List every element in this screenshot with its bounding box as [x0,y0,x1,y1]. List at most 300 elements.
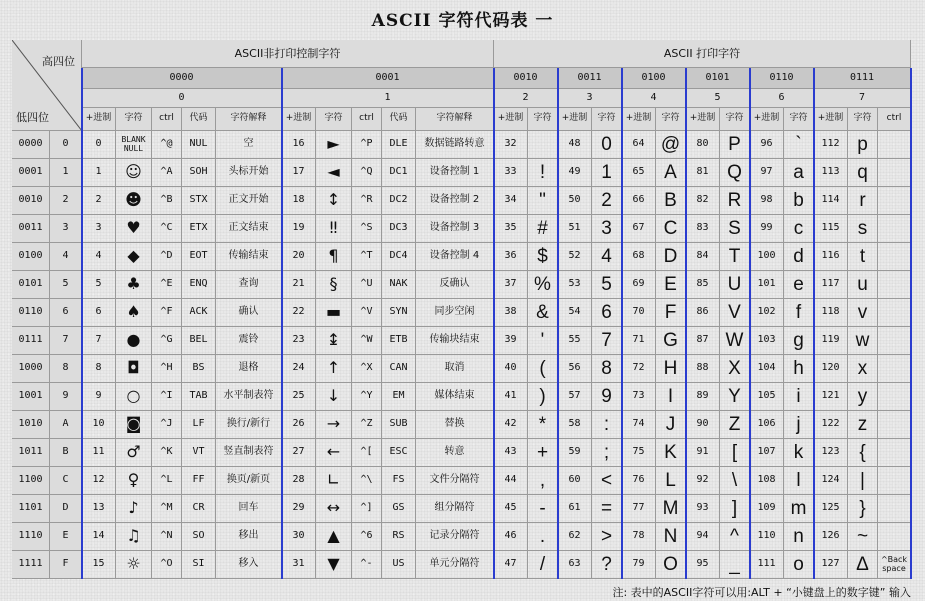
printable-char-cell: * [528,411,558,439]
high-hex-header: 7 [814,89,911,108]
high-bin-header: 0101 [686,68,750,89]
printable-dec-cell: 91 [686,439,720,467]
printable-dec-cell: 49 [558,159,592,187]
printable-dec-cell: 62 [558,523,592,551]
low-bin-header: 0010 [12,187,50,215]
col0-ctrl-cell: ^B [152,187,182,215]
printable-char-cell: 7 [592,327,622,355]
printable-char-cell: / [528,551,558,579]
printable-dec-cell: 100 [750,243,784,271]
printable-dec-cell: 98 [750,187,784,215]
col1-char-cell: ↔ [316,495,352,523]
printable-dec-cell: 82 [686,187,720,215]
printable-dec-cell: 41 [494,383,528,411]
printable-char-cell: E [656,271,686,299]
printable-char-cell: ` [784,131,814,159]
printable-dec-cell: 71 [622,327,656,355]
printable-char-cell: i [784,383,814,411]
printable-char-cell: 4 [592,243,622,271]
column-separator [557,68,559,579]
col0-code-cell: BEL [182,327,216,355]
printable-char-cell: $ [528,243,558,271]
last-ctrl-cell [878,383,911,411]
col0-desc-cell: 移入 [216,551,282,579]
last-ctrl-cell [878,215,911,243]
printable-char-cell: D [656,243,686,271]
sub-label-char: 字符 [116,108,152,131]
col0-code-cell: STX [182,187,216,215]
printable-dec-cell: 94 [686,523,720,551]
low-hex-header: 0 [50,131,82,159]
printable-dec-cell: 50 [558,187,592,215]
col0-ctrl-cell: ^C [152,215,182,243]
col0-desc-cell: 空 [216,131,282,159]
col1-ctrl-cell: ^X [352,355,382,383]
printable-char-cell: 9 [592,383,622,411]
printable-char-cell: M [656,495,686,523]
printable-char-cell: 2 [592,187,622,215]
printable-dec-cell: 112 [814,131,848,159]
printable-dec-cell: 52 [558,243,592,271]
low-bin-header: 0111 [12,327,50,355]
printable-dec-cell: 79 [622,551,656,579]
printable-dec-cell: 109 [750,495,784,523]
printable-char-cell: k [784,439,814,467]
low-hex-header: 7 [50,327,82,355]
col1-dec-cell: 29 [282,495,316,523]
printable-dec-cell: 42 [494,411,528,439]
col1-ctrl-cell: ^V [352,299,382,327]
col1-desc-cell: 单元分隔符 [416,551,494,579]
printable-char-cell: \ [720,467,750,495]
printable-dec-cell: 33 [494,159,528,187]
col1-char-cell: ▬ [316,299,352,327]
sub-label-dec: +进制 [494,108,528,131]
group-header-printable: ASCII 打印字符 [494,40,911,68]
printable-dec-cell: 85 [686,271,720,299]
printable-dec-cell: 39 [494,327,528,355]
col0-char-cell: ◆ [116,243,152,271]
printable-char-cell: [ [720,439,750,467]
col0-dec-cell: 10 [82,411,116,439]
col0-code-cell: ETX [182,215,216,243]
col0-char-cell: ♫ [116,523,152,551]
col1-ctrl-cell: ^Q [352,159,382,187]
printable-dec-cell: 96 [750,131,784,159]
low-hex-header: A [50,411,82,439]
col0-ctrl-cell: ^H [152,355,182,383]
col1-char-cell: § [316,271,352,299]
sub-label-ctrl: ctrl [152,108,182,131]
col1-code-cell: RS [382,523,416,551]
col0-code-cell: SOH [182,159,216,187]
printable-char-cell: 1 [592,159,622,187]
col0-dec-cell: 8 [82,355,116,383]
printable-dec-cell: 60 [558,467,592,495]
col0-desc-cell: 移出 [216,523,282,551]
printable-dec-cell: 110 [750,523,784,551]
low-bin-header: 0100 [12,243,50,271]
printable-dec-cell: 119 [814,327,848,355]
printable-char-cell: n [784,523,814,551]
col0-ctrl-cell: ^J [152,411,182,439]
col0-dec-cell: 12 [82,467,116,495]
printable-char-cell: = [592,495,622,523]
printable-char-cell: ^ [720,523,750,551]
col1-desc-cell: 替换 [416,411,494,439]
printable-dec-cell: 108 [750,467,784,495]
group-header-control: ASCII非打印控制字符 [82,40,494,68]
printable-dec-cell: 51 [558,215,592,243]
printable-dec-cell: 115 [814,215,848,243]
printable-char-cell: C [656,215,686,243]
high-bin-header: 0010 [494,68,558,89]
printable-dec-cell: 118 [814,299,848,327]
last-ctrl-cell [878,495,911,523]
col1-desc-cell: 设备控制 4 [416,243,494,271]
col1-dec-cell: 16 [282,131,316,159]
col0-code-cell: ENQ [182,271,216,299]
sub-label-char: 字符 [316,108,352,131]
printable-dec-cell: 68 [622,243,656,271]
printable-dec-cell: 87 [686,327,720,355]
sub-label-char: 字符 [848,108,878,131]
last-ctrl-cell [878,299,911,327]
sub-label-code: 代码 [182,108,216,131]
printable-dec-cell: 54 [558,299,592,327]
corner-cell [12,40,82,131]
sub-label-dec: +进制 [282,108,316,131]
low-hex-header: 8 [50,355,82,383]
high-bin-header: 0110 [750,68,814,89]
printable-char-cell: A [656,159,686,187]
printable-char-cell: F [656,299,686,327]
low-bin-header: 1100 [12,467,50,495]
low-bin-header: 1010 [12,411,50,439]
col1-char-cell: ← [316,439,352,467]
printable-dec-cell: 127 [814,551,848,579]
printable-char-cell: 3 [592,215,622,243]
printable-char-cell: ( [528,355,558,383]
printable-char-cell: % [528,271,558,299]
col1-desc-cell: 组分隔符 [416,495,494,523]
col1-code-cell: ETB [382,327,416,355]
column-separator [493,68,495,579]
printable-char-cell: @ [656,131,686,159]
col0-ctrl-cell: ^K [152,439,182,467]
col1-desc-cell: 设备控制 2 [416,187,494,215]
printable-char-cell: B [656,187,686,215]
col1-ctrl-cell: ^U [352,271,382,299]
col1-char-cell: ↑ [316,355,352,383]
printable-dec-cell: 64 [622,131,656,159]
printable-dec-cell: 46 [494,523,528,551]
col1-code-cell: NAK [382,271,416,299]
printable-char-cell: 5 [592,271,622,299]
col0-code-cell: ACK [182,299,216,327]
col1-dec-cell: 17 [282,159,316,187]
col1-char-cell: ∟ [316,467,352,495]
col1-dec-cell: 31 [282,551,316,579]
printable-dec-cell: 61 [558,495,592,523]
printable-dec-cell: 83 [686,215,720,243]
printable-dec-cell: 121 [814,383,848,411]
sub-label-char: 字符 [528,108,558,131]
col1-dec-cell: 30 [282,523,316,551]
col0-code-cell: LF [182,411,216,439]
printable-dec-cell: 70 [622,299,656,327]
printable-char-cell: y [848,383,878,411]
col0-desc-cell: 头标开始 [216,159,282,187]
last-ctrl-cell [878,467,911,495]
high-hex-header: 2 [494,89,558,108]
col1-desc-cell: 传输块结束 [416,327,494,355]
col1-char-cell: ¶ [316,243,352,271]
printable-dec-cell: 55 [558,327,592,355]
printable-char-cell: e [784,271,814,299]
col0-desc-cell: 竖直制表符 [216,439,282,467]
printable-char-cell: T [720,243,750,271]
col0-char-cell: ☺ [116,159,152,187]
sub-label-code: 代码 [382,108,416,131]
sub-label-ctrl: ctrl [878,108,911,131]
printable-char-cell: N [656,523,686,551]
printable-dec-cell: 90 [686,411,720,439]
printable-char-cell: ? [592,551,622,579]
printable-dec-cell: 124 [814,467,848,495]
col1-dec-cell: 28 [282,467,316,495]
printable-char-cell: R [720,187,750,215]
printable-char-cell: c [784,215,814,243]
col0-ctrl-cell: ^I [152,383,182,411]
col1-desc-cell: 转意 [416,439,494,467]
col1-dec-cell: 27 [282,439,316,467]
printable-char-cell: | [848,467,878,495]
printable-dec-cell: 76 [622,467,656,495]
col0-ctrl-cell: ^L [152,467,182,495]
col0-dec-cell: 14 [82,523,116,551]
col1-desc-cell: 文件分隔符 [416,467,494,495]
col1-code-cell: GS [382,495,416,523]
low-bin-header: 1011 [12,439,50,467]
last-ctrl-cell [878,523,911,551]
sub-label-desc: 字符解释 [416,108,494,131]
high-hex-header: 0 [82,89,282,108]
printable-char-cell: X [720,355,750,383]
col0-dec-cell: 2 [82,187,116,215]
printable-dec-cell: 32 [494,131,528,159]
col0-ctrl-cell: ^O [152,551,182,579]
printable-char-cell: r [848,187,878,215]
printable-dec-cell: 86 [686,299,720,327]
col0-desc-cell: 查询 [216,271,282,299]
printable-char-cell: w [848,327,878,355]
col1-dec-cell: 25 [282,383,316,411]
col0-code-cell: BS [182,355,216,383]
printable-char-cell: J [656,411,686,439]
printable-dec-cell: 65 [622,159,656,187]
col0-dec-cell: 3 [82,215,116,243]
col0-ctrl-cell: ^E [152,271,182,299]
col0-ctrl-cell: ^A [152,159,182,187]
high-hex-header: 5 [686,89,750,108]
col1-char-cell: ► [316,131,352,159]
printable-char-cell: Z [720,411,750,439]
col1-code-cell: FS [382,467,416,495]
column-separator [81,68,83,579]
low-bin-header: 1001 [12,383,50,411]
printable-char-cell: j [784,411,814,439]
col1-char-cell: ↨ [316,327,352,355]
printable-dec-cell: 35 [494,215,528,243]
printable-dec-cell: 105 [750,383,784,411]
col1-code-cell: DC3 [382,215,416,243]
printable-char-cell: v [848,299,878,327]
high-bin-header: 0000 [82,68,282,89]
col0-char-cell: ☼ [116,551,152,579]
low-hex-header: 9 [50,383,82,411]
col1-code-cell: SYN [382,299,416,327]
printable-char-cell: _ [720,551,750,579]
last-ctrl-cell: ^Back space [878,551,911,579]
low-bin-header: 0000 [12,131,50,159]
sub-label-dec: +进制 [750,108,784,131]
printable-dec-cell: 57 [558,383,592,411]
printable-char-cell: G [656,327,686,355]
col0-code-cell: SO [182,523,216,551]
printable-dec-cell: 120 [814,355,848,383]
sub-label-char: 字符 [720,108,750,131]
col0-ctrl-cell: ^F [152,299,182,327]
sub-label-dec: +进制 [82,108,116,131]
printable-char-cell: K [656,439,686,467]
col0-desc-cell: 退格 [216,355,282,383]
last-ctrl-cell [878,439,911,467]
col1-ctrl-cell: ^6 [352,523,382,551]
col1-code-cell: US [382,551,416,579]
printable-char-cell: S [720,215,750,243]
col1-desc-cell: 媒体结束 [416,383,494,411]
printable-char-cell: L [656,467,686,495]
col0-desc-cell: 传输结束 [216,243,282,271]
sub-label-dec: +进制 [558,108,592,131]
printable-dec-cell: 34 [494,187,528,215]
col0-char-cell: ◘ [116,355,152,383]
printable-dec-cell: 53 [558,271,592,299]
sub-label-dec: +进制 [686,108,720,131]
col0-dec-cell: 4 [82,243,116,271]
col0-desc-cell: 换行/新行 [216,411,282,439]
printable-dec-cell: 74 [622,411,656,439]
low-hex-header: C [50,467,82,495]
printable-dec-cell: 77 [622,495,656,523]
col1-desc-cell: 设备控制 3 [416,215,494,243]
col0-dec-cell: 5 [82,271,116,299]
printable-char-cell: , [528,467,558,495]
printable-dec-cell: 37 [494,271,528,299]
col1-char-cell: → [316,411,352,439]
printable-dec-cell: 92 [686,467,720,495]
col0-dec-cell: 13 [82,495,116,523]
printable-char-cell: O [656,551,686,579]
printable-dec-cell: 44 [494,467,528,495]
printable-char-cell: u [848,271,878,299]
printable-char-cell: g [784,327,814,355]
col1-char-cell: ↕ [316,187,352,215]
low-hex-header: E [50,523,82,551]
low-bin-header: 0101 [12,271,50,299]
printable-dec-cell: 84 [686,243,720,271]
printable-char-cell: z [848,411,878,439]
column-separator [813,68,815,579]
printable-dec-cell: 111 [750,551,784,579]
col0-ctrl-cell: ^G [152,327,182,355]
printable-char-cell: ' [528,327,558,355]
low-bin-header: 1101 [12,495,50,523]
col1-ctrl-cell: ^[ [352,439,382,467]
col0-char-cell: ♀ [116,467,152,495]
low-bin-header: 0011 [12,215,50,243]
last-ctrl-cell [878,271,911,299]
printable-dec-cell: 117 [814,271,848,299]
col1-code-cell: ESC [382,439,416,467]
col0-ctrl-cell: ^@ [152,131,182,159]
col1-desc-cell: 取消 [416,355,494,383]
col0-code-cell: VT [182,439,216,467]
col0-dec-cell: 0 [82,131,116,159]
printable-dec-cell: 103 [750,327,784,355]
last-ctrl-cell [878,355,911,383]
col0-char-cell: ○ [116,383,152,411]
printable-char-cell: 8 [592,355,622,383]
sub-label-char: 字符 [784,108,814,131]
last-ctrl-cell [878,159,911,187]
printable-dec-cell: 123 [814,439,848,467]
col0-dec-cell: 15 [82,551,116,579]
printable-dec-cell: 116 [814,243,848,271]
printable-dec-cell: 78 [622,523,656,551]
last-ctrl-cell [878,243,911,271]
printable-dec-cell: 114 [814,187,848,215]
printable-char-cell: P [720,131,750,159]
printable-char-cell: } [848,495,878,523]
last-ctrl-cell [878,131,911,159]
printable-char-cell: ~ [848,523,878,551]
low-bin-header: 1111 [12,551,50,579]
high-hex-header: 3 [558,89,622,108]
printable-dec-cell: 66 [622,187,656,215]
printable-dec-cell: 59 [558,439,592,467]
col0-code-cell: TAB [182,383,216,411]
printable-dec-cell: 69 [622,271,656,299]
col0-code-cell: CR [182,495,216,523]
printable-char-cell: & [528,299,558,327]
printable-char-cell: H [656,355,686,383]
printable-char-cell: x [848,355,878,383]
low-bin-header: 1000 [12,355,50,383]
sub-label-char: 字符 [592,108,622,131]
col0-desc-cell: 震铃 [216,327,282,355]
printable-dec-cell: 36 [494,243,528,271]
sub-label-dec: +进制 [814,108,848,131]
printable-char-cell: d [784,243,814,271]
sub-label-ctrl: ctrl [352,108,382,131]
printable-char-cell: < [592,467,622,495]
low-bin-header: 1110 [12,523,50,551]
col1-ctrl-cell: ^R [352,187,382,215]
col0-dec-cell: 7 [82,327,116,355]
high-bin-header: 0011 [558,68,622,89]
